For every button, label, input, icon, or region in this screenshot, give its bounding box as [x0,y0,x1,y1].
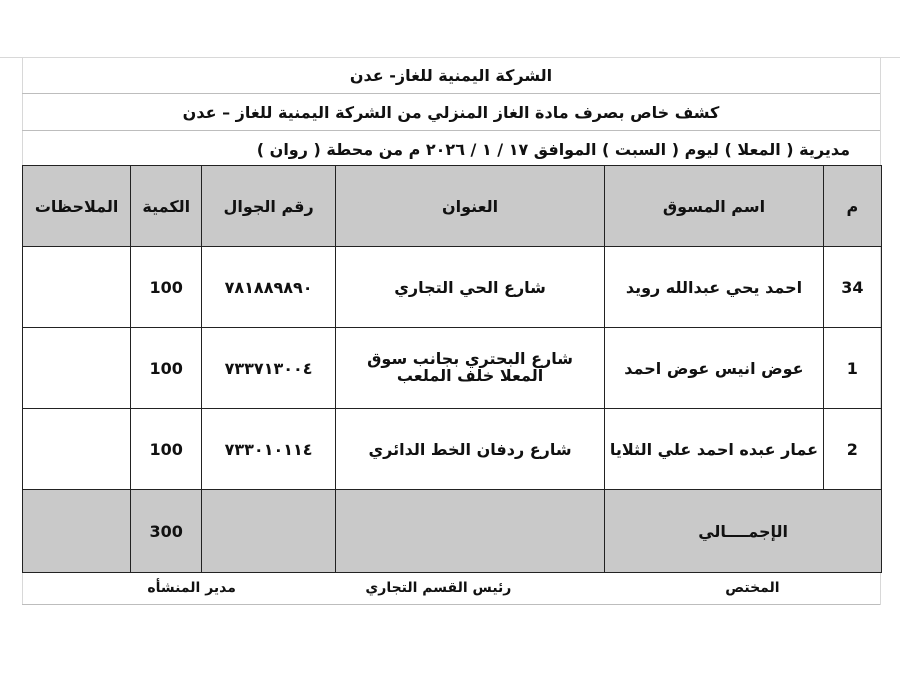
quantity: 100 [131,409,202,490]
phone: ٧٣٣٠١٠١١٤ [202,409,336,490]
address: شارع البحتري بجانب سوق المعلا خلف الملعب [335,328,604,409]
quantity: 100 [131,247,202,328]
row-number: 34 [823,247,881,328]
commercial-head-signature: رئيس القسم التجاري [365,580,512,596]
total-label: الإجمــــالي [605,490,882,573]
document-header [22,57,880,168]
company-title: الشركة اليمنية للغاز- عدن [22,57,880,94]
marketer-name: احمد يحي عبدالله رويد [605,247,823,328]
total-quantity: 300 [131,490,202,573]
notes [23,247,131,328]
col-address: العنوان [335,166,604,247]
row-number: 2 [823,409,881,490]
table-row [23,247,882,328]
address: شارع الحي التجاري [335,247,604,328]
phone: ٧٣٣٧١٣٠٠٤ [202,328,336,409]
phone: ٧٨١٨٨٩٨٩٠ [202,247,336,328]
total-empty [202,490,336,573]
quantity: 100 [131,328,202,409]
total-row [23,490,882,573]
col-number: م [823,166,881,247]
marketer-name: عوض انيس عوض احمد [605,328,823,409]
facility-manager-signature: مدير المنشأه [147,580,236,596]
signature-footer [22,572,880,605]
district-line: مديرية ( المعلا ) ليوم ( السبت ) الموافق ١٧ / ١ / ٢٠٢٦ م من محطة ( روان ) [22,131,880,168]
col-quantity: الكمية [131,166,202,247]
col-marketer-name: اسم المسوق [605,166,823,247]
specialist-signature: المختص [725,580,780,596]
total-empty [335,490,604,573]
col-phone: رقم الجوال [202,166,336,247]
table-row [23,328,882,409]
notes [23,409,131,490]
table-row [23,409,882,490]
report-title: كشف خاص بصرف مادة الغاز المنزلي من الشركة اليمنية للغاز – عدن [22,94,880,131]
row-number: 1 [823,328,881,409]
distribution-table [22,165,882,573]
col-notes: الملاحظات [23,166,131,247]
marketer-name: عمار عبده احمد علي الثلايا [605,409,823,490]
notes [23,328,131,409]
address: شارع ردفان الخط الدائري [335,409,604,490]
table-header-row [23,166,882,247]
total-empty [23,490,131,573]
